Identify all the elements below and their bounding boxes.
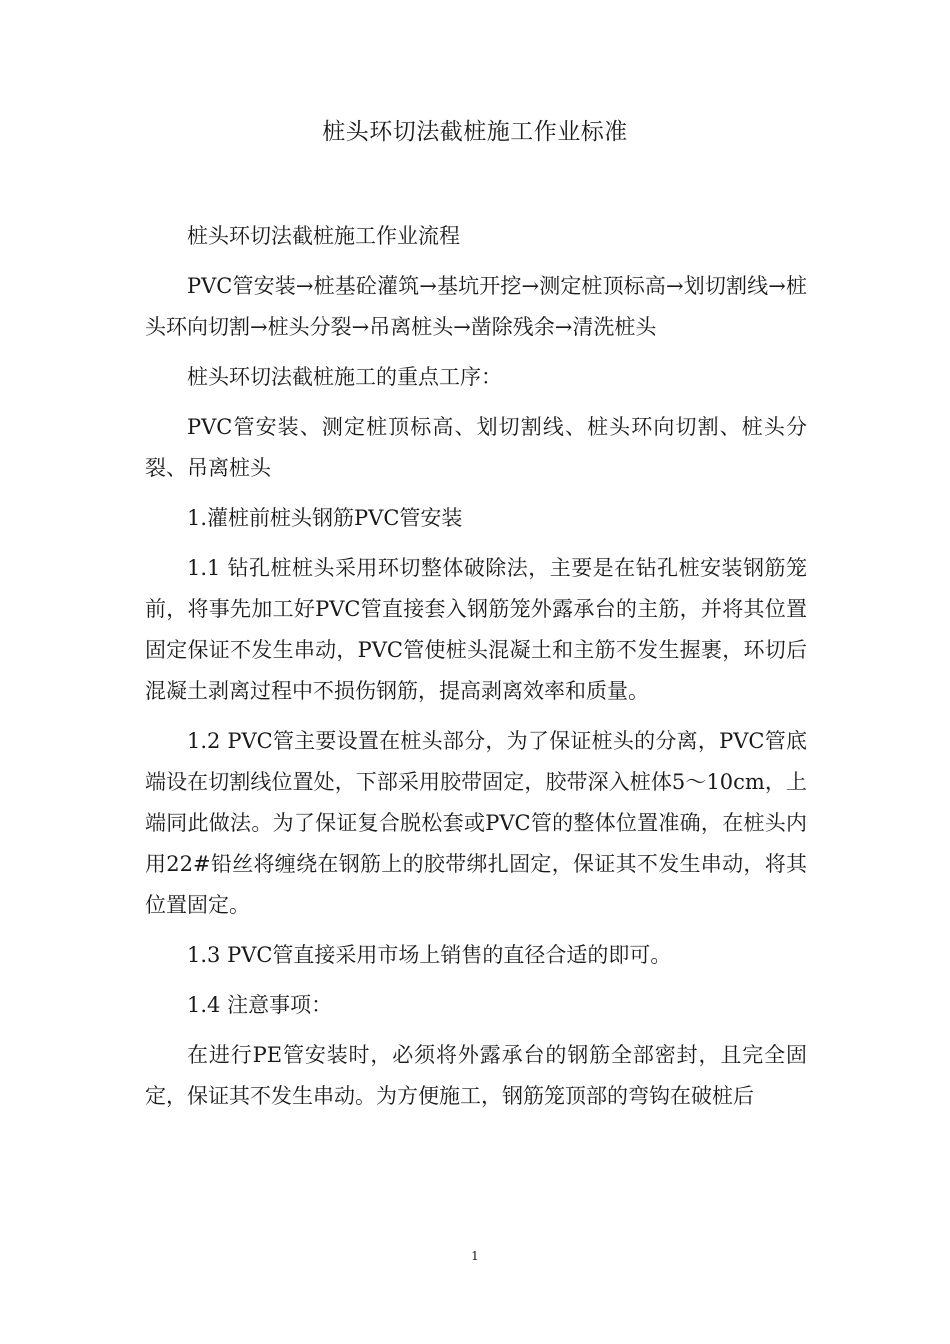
paragraph-1-2: 1.2 PVC管主要设置在桩头部分，为了保证桩头的分离，PVC管底端设在切割线位置处，下部采用胶带固定，胶带深入桩体5～10cm，上端同此做法。为了保证复合脱松套或PVC管的整体位置准确，在桩头内用22#铅丝将缠绕在钢筋上的胶带绑扎固定，保证其不发生串动，将其位置固定。 bbox=[145, 729, 807, 917]
paragraph-1-3: 1.3 PVC管直接采用市场上销售的直径合适的即可。 bbox=[187, 943, 672, 967]
document-body bbox=[145, 216, 807, 1126]
paragraph-1-1: 1.1 钻孔桩桩头采用环切整体破除法，主要是在钻孔桩安装钢筋笼前，将事先加工好PVC管直接套入钢筋笼外露承台的主筋，并将其位置固定保证不发生串动，PVC管使桩头混凝土和主筋不发生握裹，环切后混凝土剥离过程中不损伤钢筋，提高剥离效率和质量。 bbox=[145, 556, 807, 703]
paragraph-process-flow: PVC管安装→桩基砼灌筑→基坑开挖→测定桩顶标高→划切割线→桩头环向切割→桩头分裂→吊离桩头→凿除残余→清洗桩头 bbox=[145, 274, 807, 339]
paragraph-key-steps: PVC管安装、测定桩顶标高、划切割线、桩头环向切割、桩头分裂、吊离桩头 bbox=[145, 415, 807, 480]
section-heading-1: 1.灌桩前桩头钢筋PVC管安装 bbox=[187, 506, 463, 530]
paragraph-key-steps-heading: 桩头环切法截桩施工的重点工序： bbox=[187, 365, 502, 389]
paragraph-process-heading: 桩头环切法截桩施工作业流程 bbox=[187, 224, 460, 248]
paragraph-1-4: 1.4 注意事项： bbox=[187, 993, 333, 1017]
paragraph-notes: 在进行PE管安装时，必须将外露承台的钢筋全部密封，且完全固定，保证其不发生串动。为方便施工，钢筋笼顶部的弯钩在破桩后 bbox=[145, 1043, 807, 1108]
page-number: 1 bbox=[471, 1249, 479, 1263]
page-title: 桩头环切法截桩施工作业标准 bbox=[322, 119, 628, 145]
